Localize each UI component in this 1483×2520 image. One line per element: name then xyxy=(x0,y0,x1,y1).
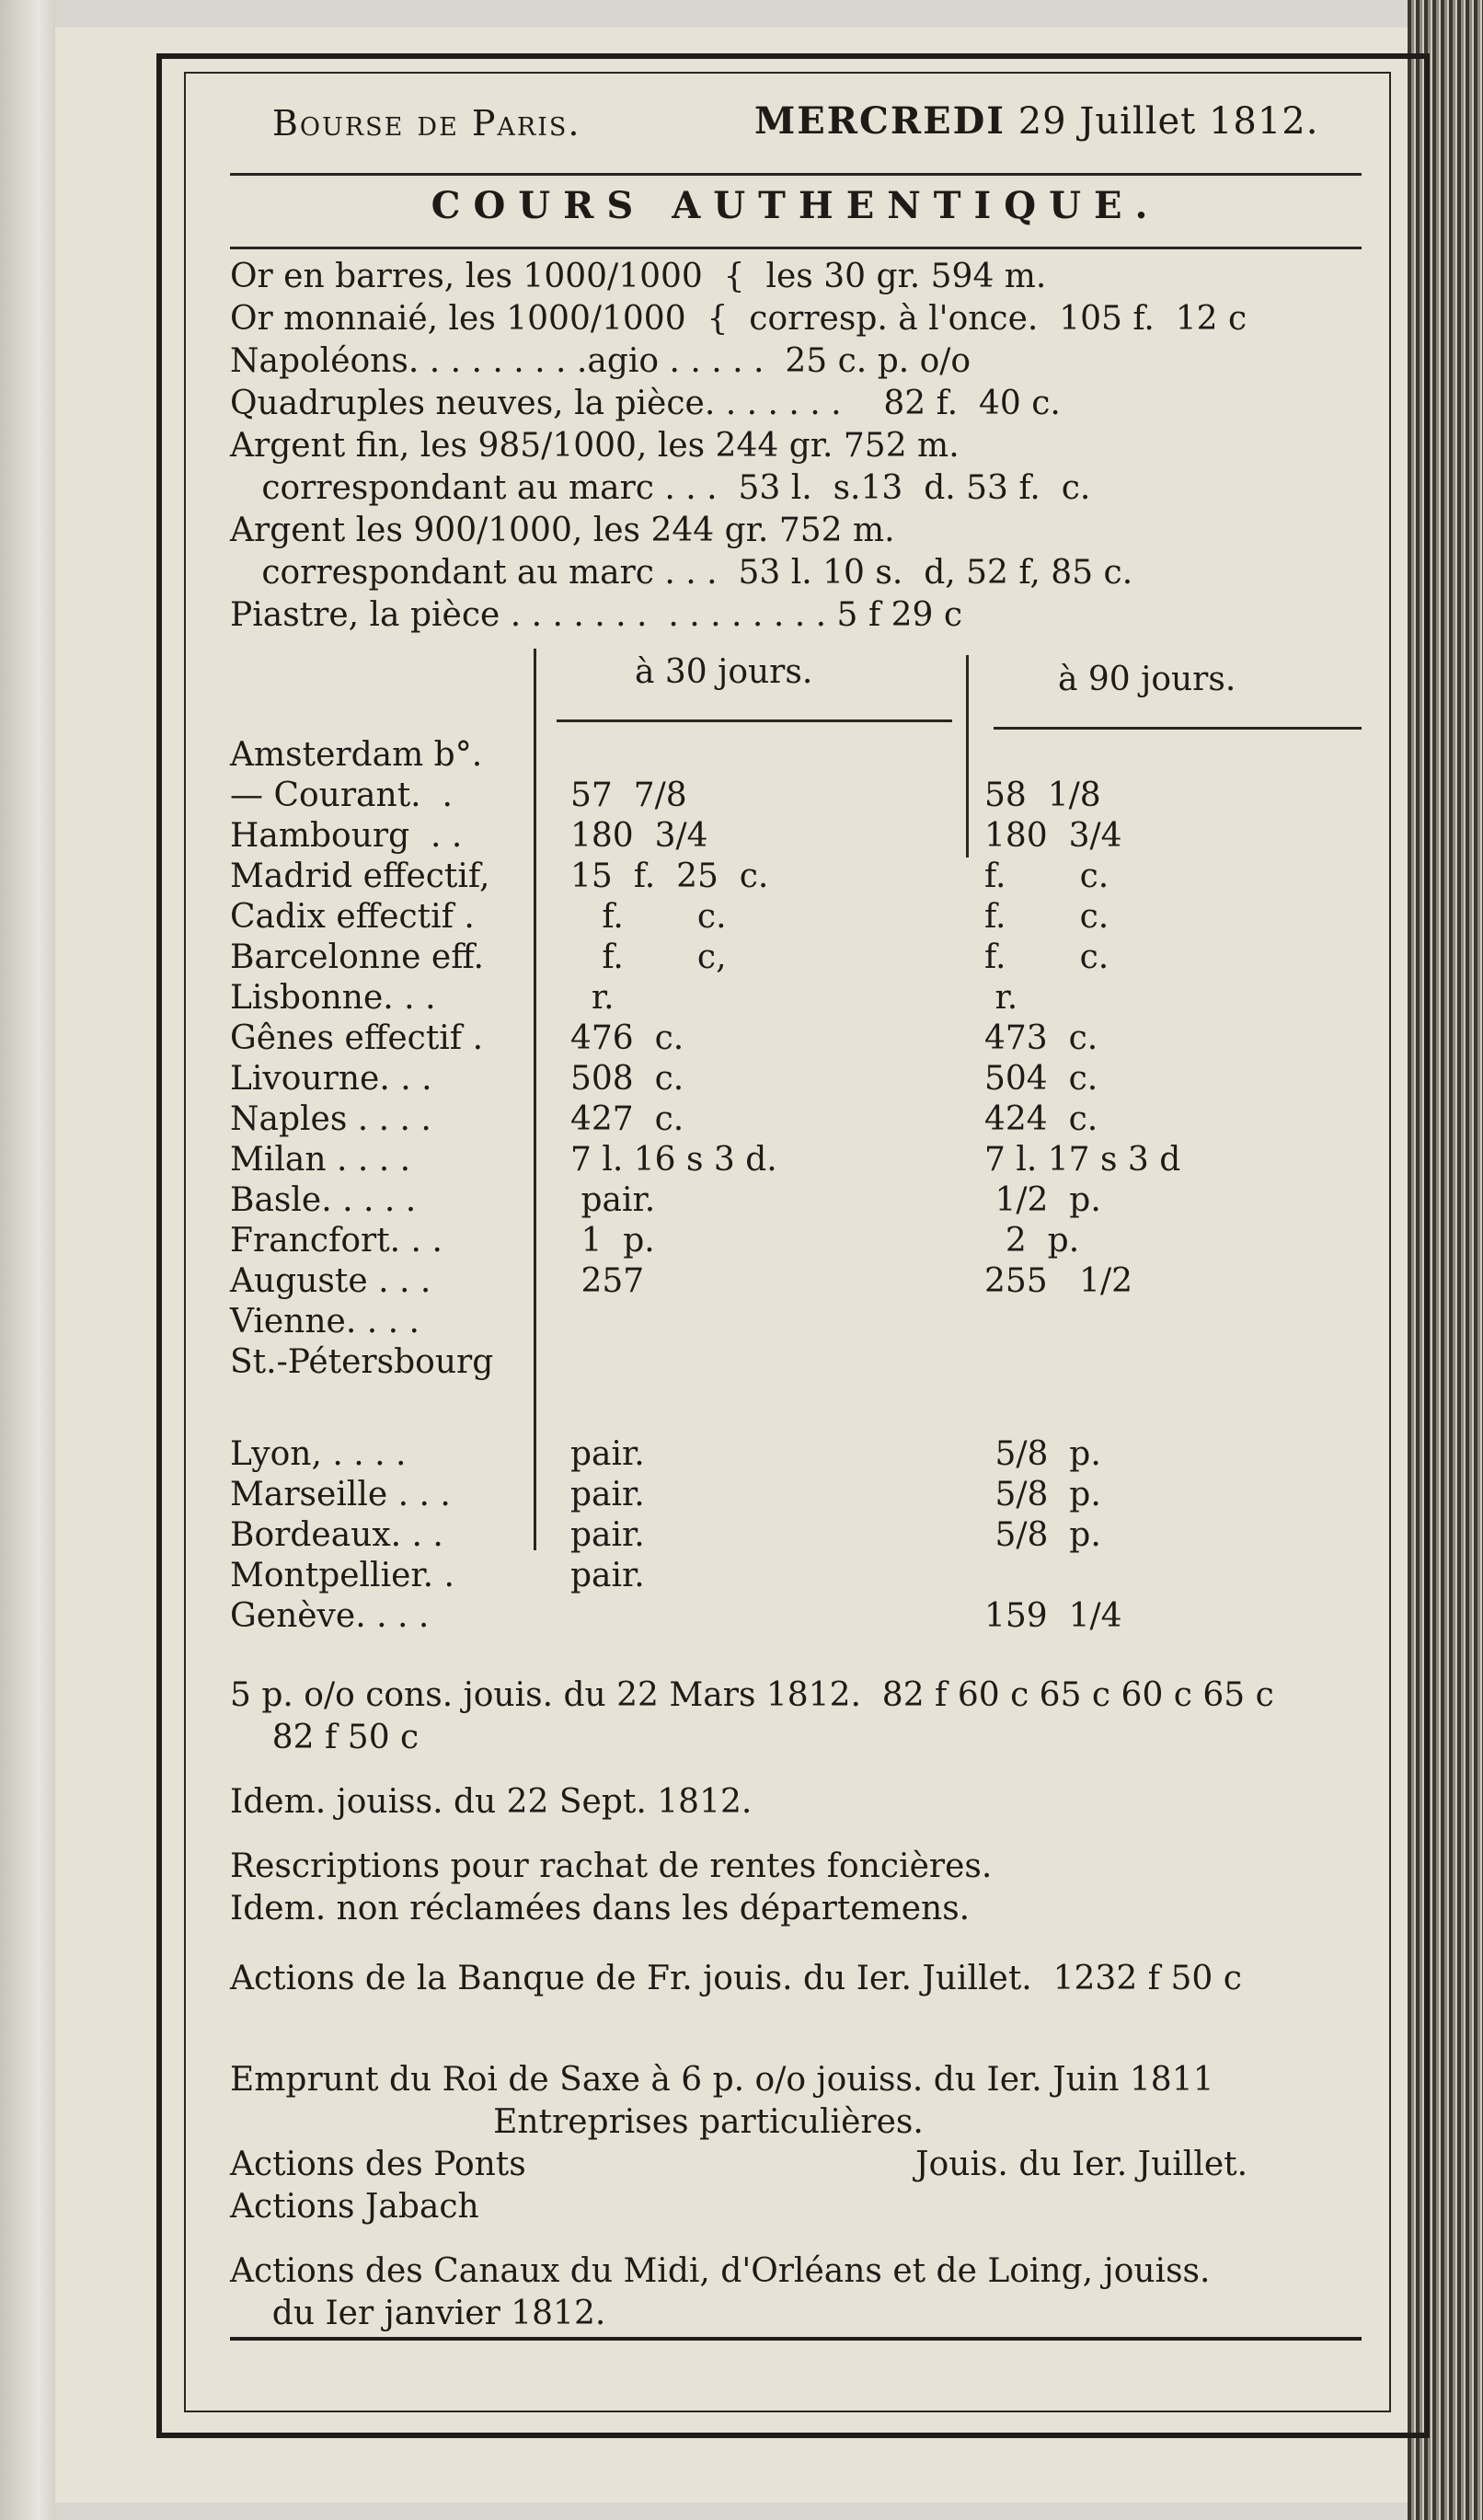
table-row xyxy=(230,857,1362,898)
exchange-place: Gênes effectif . xyxy=(230,1019,484,1057)
exchange-value-90: 5/8 p. xyxy=(984,1516,1101,1554)
exchange-value-30: f. c, xyxy=(570,938,727,976)
exchange-value-90: 5/8 p. xyxy=(984,1476,1101,1513)
exchange-value-90: f. c. xyxy=(984,898,1109,936)
exchange-value-30: 15 f. 25 c. xyxy=(570,857,769,895)
table-row xyxy=(230,1343,1362,1384)
table-row xyxy=(230,1060,1362,1100)
exchange-value-90: 159 1/4 xyxy=(984,1597,1122,1635)
section-heading: Entreprises particulières. xyxy=(230,2103,924,2141)
exchange-place: Genève. . . . xyxy=(230,1597,430,1635)
table-row xyxy=(230,1303,1362,1343)
exchange-place: Milan . . . . xyxy=(230,1141,411,1179)
bottom-rule xyxy=(230,2337,1362,2341)
table-row xyxy=(230,1557,1362,1597)
table-row xyxy=(230,979,1362,1019)
exchange-value-30: f. c. xyxy=(570,898,727,936)
fund-line: Rescriptions pour rachat de rentes foncières. xyxy=(230,1847,993,1885)
title-rule xyxy=(230,247,1362,249)
table-row xyxy=(230,817,1362,857)
exchange-value-30: pair. xyxy=(570,1181,656,1219)
table-row xyxy=(230,938,1362,979)
table-row xyxy=(230,1435,1362,1476)
exchange-value-30: pair. xyxy=(570,1557,645,1594)
exchange-value-90: 504 c. xyxy=(984,1060,1098,1098)
exchange-value-90: f. c. xyxy=(984,857,1109,895)
table-row xyxy=(230,1597,1362,1638)
fund-line: Actions Jabach xyxy=(230,2188,479,2226)
fund-line: Idem. jouiss. du 22 Sept. 1812. xyxy=(230,1783,753,1821)
header-day: MERCREDI xyxy=(754,99,1006,143)
exchange-value-90: 1/2 p. xyxy=(984,1181,1101,1219)
exchange-place: Francfort. . . xyxy=(230,1222,443,1260)
table-row xyxy=(230,1222,1362,1262)
exchange-value-30: 508 c. xyxy=(570,1060,684,1098)
table-row xyxy=(230,1476,1362,1516)
metal-line: Quadruples neuves, la pièce. . . . . . . 82 f. 40 c. xyxy=(230,385,1061,422)
exchange-value-30: pair. xyxy=(570,1476,645,1513)
exchange-value-30: 1 p. xyxy=(570,1222,655,1260)
metal-line: correspondant au marc . . . 53 l. 10 s. d, 52 f, 85 c. xyxy=(230,554,1133,592)
metal-line: Or en barres, les 1000/1000 { les 30 gr. 594 m. xyxy=(230,258,1047,295)
exchange-value-90: f. c. xyxy=(984,938,1109,976)
exchange-place: Naples . . . . xyxy=(230,1100,431,1138)
exchange-value-90: 473 c. xyxy=(984,1019,1098,1057)
col-head-90: à 90 jours. xyxy=(1058,661,1236,698)
table-row xyxy=(230,777,1362,817)
exchange-value-30: 427 c. xyxy=(570,1100,684,1138)
exchange-value-90: 7 l. 17 s 3 d xyxy=(984,1141,1181,1179)
page-content xyxy=(230,92,1362,2374)
exchange-place: Vienne. . . . xyxy=(230,1303,420,1341)
header-bourse: Bourse de Paris. xyxy=(272,103,581,144)
exchange-value-30: 476 c. xyxy=(570,1019,684,1057)
exchange-value-30: pair. xyxy=(570,1516,645,1554)
col-head-30-rule xyxy=(557,719,952,722)
exchange-value-90: 180 3/4 xyxy=(984,817,1122,855)
fund-line: Actions de la Banque de Fr. jouis. du Ier. Juillet. 1232 f 50 c xyxy=(230,1960,1242,1997)
exchange-value-90: 58 1/8 xyxy=(984,777,1101,814)
fund-line: Actions des Ponts Jouis. du Ier. Juillet. xyxy=(230,2146,1248,2183)
table-row xyxy=(230,1181,1362,1222)
exchange-place: Basle. . . . . xyxy=(230,1181,417,1219)
fund-line: Idem. non réclamées dans les départemens. xyxy=(230,1890,971,1927)
exchange-place: Lisbonne. . . xyxy=(230,979,436,1017)
exchange-place: Auguste . . . xyxy=(230,1262,431,1300)
exchange-value-30: 180 3/4 xyxy=(570,817,708,855)
table-row xyxy=(230,1019,1362,1060)
page-title: COURS AUTHENTIQUE. xyxy=(431,184,1161,227)
exchange-place: Barcelonne eff. xyxy=(230,938,484,976)
table-row xyxy=(230,1516,1362,1557)
col-head-30: à 30 jours. xyxy=(635,653,813,691)
exchange-place: Amsterdam b°. xyxy=(230,736,483,774)
exchange-value-90: 424 c. xyxy=(984,1100,1098,1138)
table-row xyxy=(230,1100,1362,1141)
metal-line: Napoléons. . . . . . . . .agio . . . . . 25 c. p. o/o xyxy=(230,342,971,380)
table-row xyxy=(230,1141,1362,1181)
metal-line: Or monnaié, les 1000/1000 { corresp. à l'once. 105 f. 12 c xyxy=(230,300,1247,338)
table-row xyxy=(230,898,1362,938)
page-header xyxy=(230,92,1362,156)
metal-line: Argent fin, les 985/1000, les 244 gr. 752 m. xyxy=(230,427,960,465)
fund-line: 82 f 50 c xyxy=(230,1719,420,1756)
exchange-value-90: r. xyxy=(984,979,1018,1017)
table-row xyxy=(230,736,1362,777)
exchange-place: Marseille . . . xyxy=(230,1476,451,1513)
exchange-value-30: r. xyxy=(570,979,615,1017)
col-head-90-rule xyxy=(994,727,1362,730)
table-row xyxy=(230,1262,1362,1303)
exchange-place: Livourne. . . xyxy=(230,1060,432,1098)
metal-line: Argent les 900/1000, les 244 gr. 752 m. xyxy=(230,512,895,549)
exchange-place: — Courant. . xyxy=(230,777,453,814)
metal-line: Piastre, la pièce . . . . . . . . . . . . . . . 5 f 29 c xyxy=(230,596,963,634)
exchange-place: Bordeaux. . . xyxy=(230,1516,443,1554)
fund-line: Emprunt du Roi de Saxe à 6 p. o/o jouiss. du Ier. Juin 1811 xyxy=(230,2061,1214,2099)
exchange-value-90: 2 p. xyxy=(984,1222,1080,1260)
metal-line: correspondant au marc . . . 53 l. s.13 d. 53 f. c. xyxy=(230,469,1091,507)
exchange-place: Cadix effectif . xyxy=(230,898,475,936)
header-rule xyxy=(230,173,1362,176)
fund-line: 5 p. o/o cons. jouis. du 22 Mars 1812. 82 f 60 c 65 c 60 c 65 c xyxy=(230,1676,1274,1714)
header-date-line xyxy=(754,99,1318,143)
exchange-value-90: 255 1/2 xyxy=(984,1262,1132,1300)
exchange-place: Lyon, . . . . xyxy=(230,1435,407,1473)
exchange-place: Hambourg . . xyxy=(230,817,463,855)
header-date: 29 Juillet 1812. xyxy=(1017,100,1319,143)
exchange-value-30: 7 l. 16 s 3 d. xyxy=(570,1141,777,1179)
exchange-place: Madrid effectif, xyxy=(230,857,490,895)
exchange-place: Montpellier. . xyxy=(230,1557,454,1594)
exchange-value-30: pair. xyxy=(570,1435,645,1473)
exchange-value-30: 257 xyxy=(570,1262,645,1300)
exchange-value-30: 57 7/8 xyxy=(570,777,687,814)
exchange-value-90: 5/8 p. xyxy=(984,1435,1101,1473)
fund-line: du Ier janvier 1812. xyxy=(230,2295,606,2332)
book-binding xyxy=(0,0,55,2520)
exchange-place: St.-Pétersbourg xyxy=(230,1343,494,1381)
fund-line: Actions des Canaux du Midi, d'Orléans et de Loing, jouiss. xyxy=(230,2252,1211,2290)
